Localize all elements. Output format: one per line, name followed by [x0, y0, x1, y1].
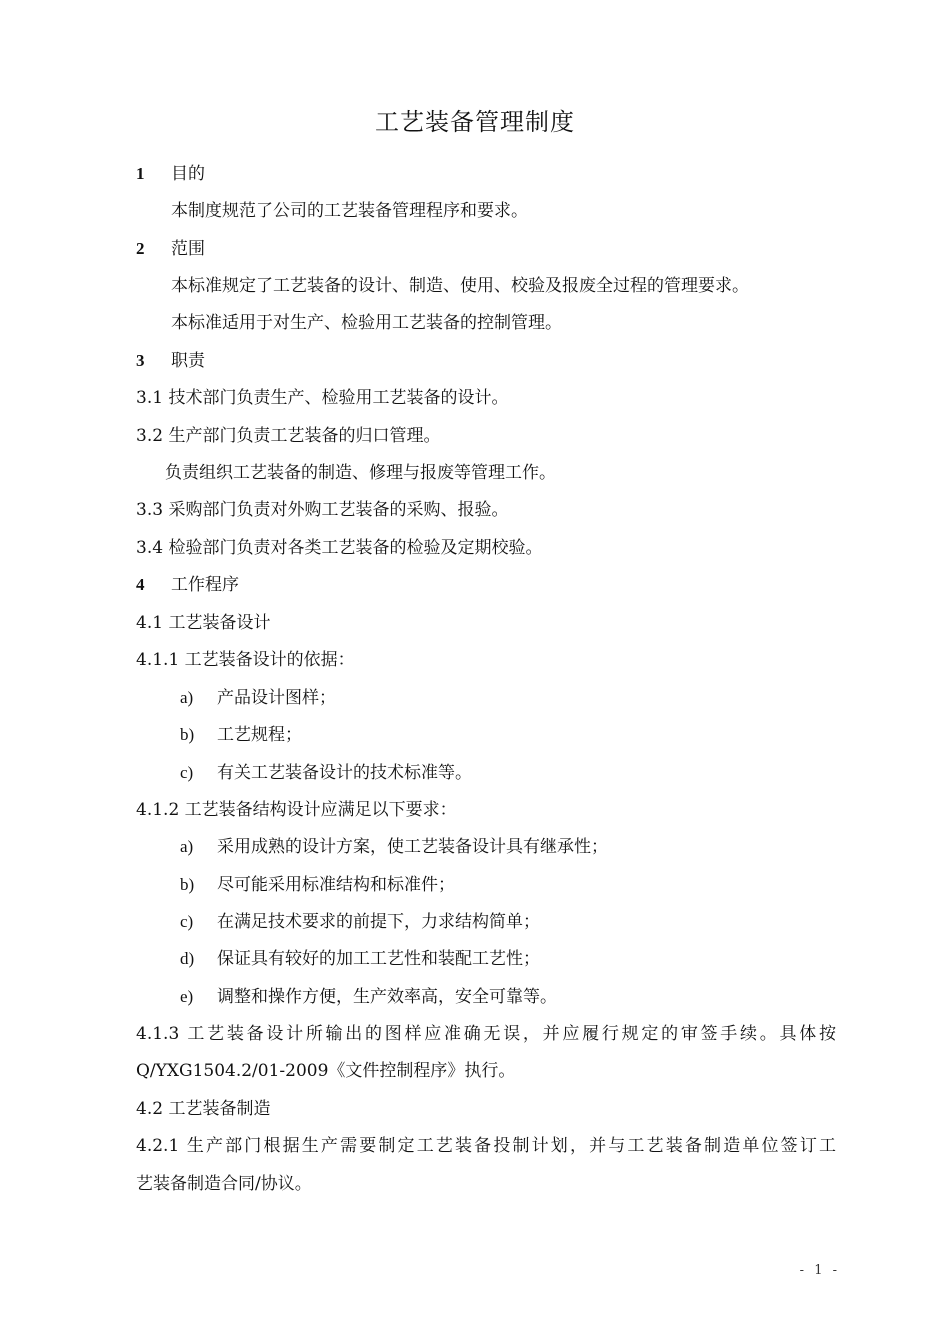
list-item-label: a): [180, 837, 194, 856]
item-3-1: 3.1 技术部门负责生产、检验用工艺装备的设计。: [136, 388, 509, 408]
subsection-4-2-heading: 4.2 工艺装备制造: [136, 1099, 271, 1119]
page-number: - 1 -: [799, 1263, 840, 1278]
section-1-heading: [136, 162, 205, 186]
paragraph-4-1-3-line-1: 4.1.3 工艺装备设计所输出的图样应准确无误，并应履行规定的审签手续。具体按: [136, 1024, 836, 1044]
list-item-label: c): [180, 912, 194, 931]
list-item: [180, 873, 455, 897]
section-number: 1: [136, 164, 145, 183]
list-item: [180, 910, 540, 934]
list-item-text: 采用成熟的设计方案，使工艺装备设计具有继承性；: [217, 837, 608, 857]
list-item: [180, 985, 557, 1009]
section-2-heading: [136, 237, 205, 261]
list-item: [180, 723, 302, 747]
list-item-label: d): [180, 949, 195, 968]
list-item: [180, 947, 540, 971]
list-item: [180, 686, 336, 710]
subsection-4-1-1-heading: 4.1.1 工艺装备设计的依据：: [136, 650, 355, 670]
list-item-text: 有关工艺装备设计的技术标准等。: [217, 763, 472, 783]
list-item-text: 产品设计图样；: [217, 688, 336, 708]
section-3-heading: [136, 349, 205, 373]
list-item-text: 工艺规程；: [217, 725, 302, 745]
section-title: 职责: [171, 351, 205, 371]
section-number: 2: [136, 239, 145, 258]
list-item: [180, 761, 472, 785]
section-2-paragraph-1: 本标准规定了工艺装备的设计、制造、使用、校验及报废全过程的管理要求。: [171, 276, 749, 296]
document-title: 工艺装备管理制度: [375, 108, 575, 136]
paragraph-4-1-3-line-2: Q/YXG1504.2/01-2009《文件控制程序》执行。: [136, 1061, 516, 1081]
subsection-4-1-heading: 4.1 工艺装备设计: [136, 613, 271, 633]
section-2-paragraph-2: 本标准适用于对生产、检验用工艺装备的控制管理。: [171, 313, 562, 333]
item-3-2-continued: 负责组织工艺装备的制造、修理与报废等管理工作。: [165, 463, 556, 483]
list-item-text: 保证具有较好的加工工艺性和装配工艺性；: [217, 949, 540, 969]
list-item-label: a): [180, 688, 194, 707]
section-4-heading: [136, 573, 239, 597]
section-title: 范围: [171, 239, 205, 259]
list-item-text: 尽可能采用标准结构和标准件；: [217, 875, 455, 895]
section-title: 目的: [171, 164, 205, 184]
item-3-4: 3.4 检验部门负责对各类工艺装备的检验及定期校验。: [136, 538, 543, 558]
subsection-4-1-2-heading: 4.1.2 工艺装备结构设计应满足以下要求：: [136, 800, 457, 820]
paragraph-4-2-1-line-2: 艺装备制造合同/协议。: [136, 1174, 312, 1194]
section-number: 3: [136, 351, 145, 370]
section-title: 工作程序: [171, 575, 239, 595]
list-item-label: c): [180, 763, 194, 782]
list-item: [180, 835, 608, 859]
list-item-text: 在满足技术要求的前提下，力求结构简单；: [217, 912, 540, 932]
paragraph-4-2-1-line-1: 4.2.1 生产部门根据生产需要制定工艺装备投制计划，并与工艺装备制造单位签订工: [136, 1136, 836, 1156]
section-number: 4: [136, 575, 145, 594]
list-item-label: b): [180, 875, 195, 894]
list-item-label: b): [180, 725, 195, 744]
list-item-label: e): [180, 987, 194, 1006]
section-1-paragraph: 本制度规范了公司的工艺装备管理程序和要求。: [171, 201, 528, 221]
item-3-2: 3.2 生产部门负责工艺装备的归口管理。: [136, 426, 441, 446]
list-item-text: 调整和操作方便，生产效率高，安全可靠等。: [217, 987, 557, 1007]
item-3-3: 3.3 采购部门负责对外购工艺装备的采购、报验。: [136, 500, 509, 520]
